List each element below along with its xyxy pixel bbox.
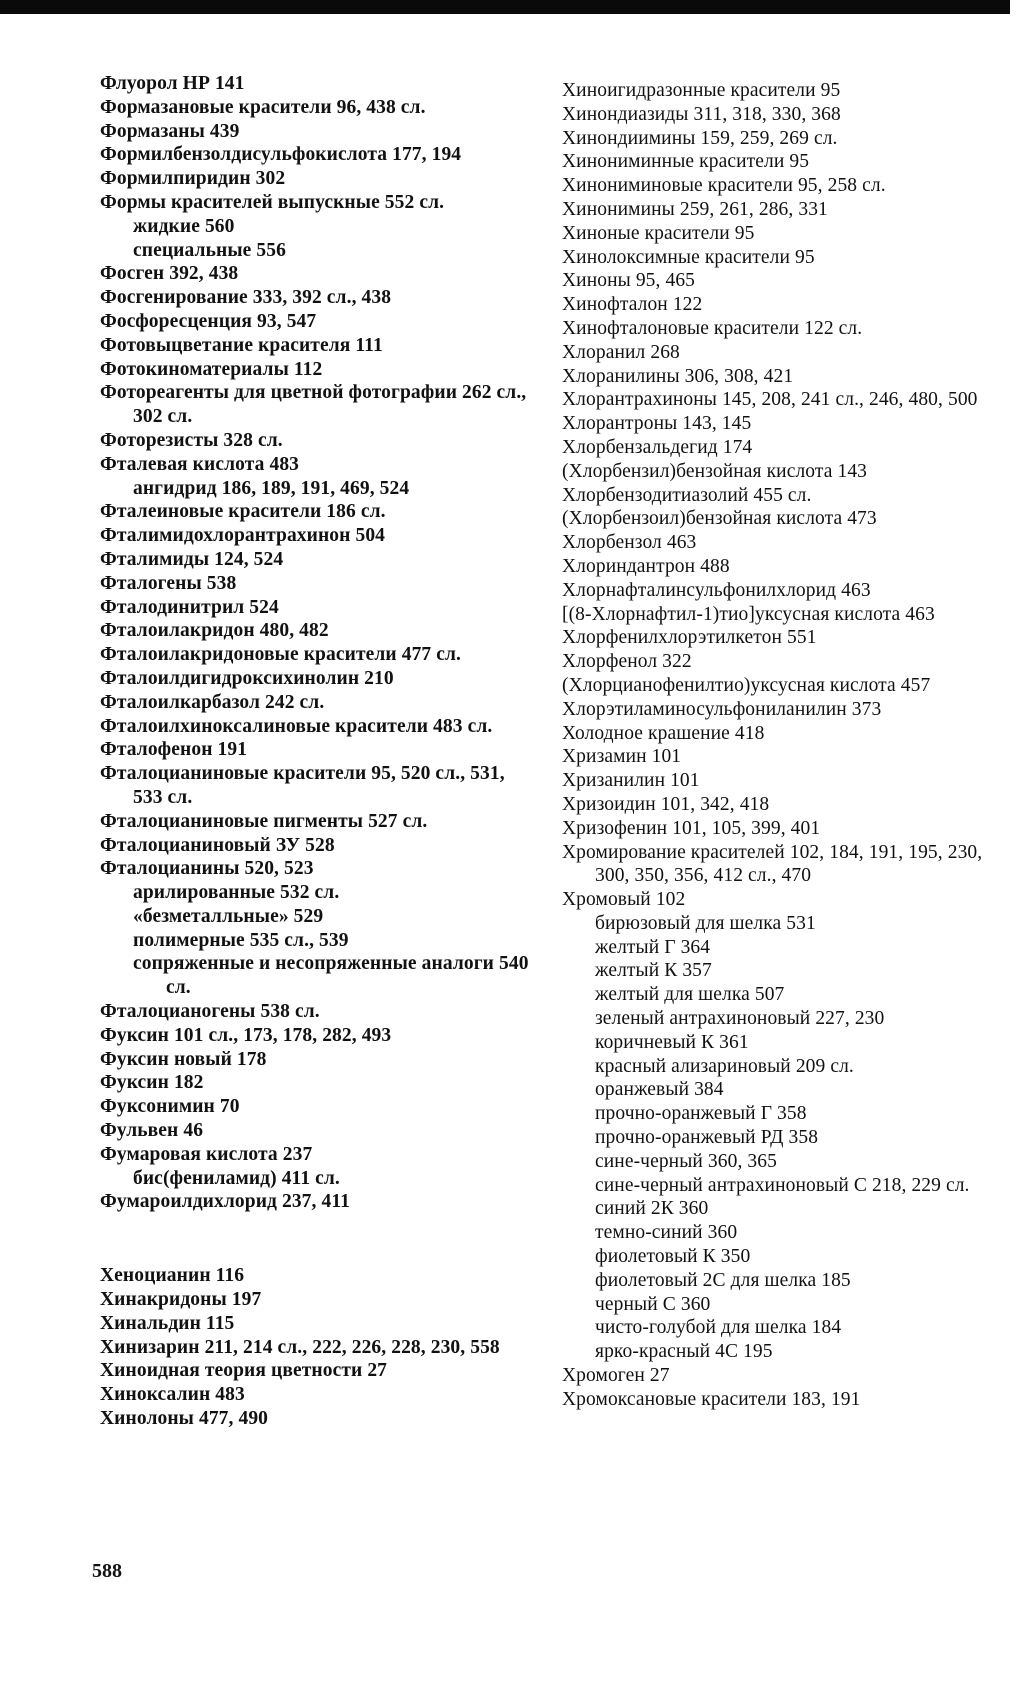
index-subentry: «безметалльные» 529 (133, 905, 324, 927)
index-entry: Хлорантрахиноны 145, 208, 241 сл., 246, 480, 500 (562, 389, 978, 411)
index-entry: Хинонимины 259, 261, 286, 331 (562, 198, 828, 220)
index-entry: Формилбензолдисульфокислота 177, 194 (100, 144, 462, 166)
index-entry: Хризамин 101 (562, 746, 682, 768)
index-entry: Фуксонимин 70 (100, 1096, 240, 1118)
left-column (100, 72, 530, 1431)
index-entry: Фумаровая кислота 237 (100, 1143, 313, 1165)
top-rule (0, 0, 1010, 14)
index-entry: Хромоген 27 (562, 1365, 670, 1387)
index-subentry: зеленый антрахиноновый 227, 230 (595, 1008, 885, 1030)
index-entry: Хризоидин 101, 342, 418 (562, 793, 770, 815)
index-entry: Хинизарин 211, 214 сл., 222, 226, 228, 230, 558 (100, 1336, 500, 1358)
index-entry: Фталоилдигидроксихинолин 210 (100, 667, 394, 689)
index-subentry: ангидрид 186, 189, 191, 469, 524 (133, 477, 410, 499)
index-entry: Хлорбензол 463 (562, 532, 697, 554)
index-entry: Хиноидная теория цветности 27 (100, 1360, 388, 1382)
index-entry: Фумароилдихлорид 237, 411 (100, 1191, 350, 1213)
index-subentry: темно-синий 360 (595, 1222, 738, 1244)
index-entry: Хлориндантрон 488 (562, 555, 730, 577)
index-entry: Хлорфенол 322 (562, 651, 692, 673)
index-entry: Хинофталон 122 (562, 294, 703, 316)
index-entry: Хлорэтиламиносульфониланилин 373 (562, 698, 882, 720)
index-entry: Фоторезисты 328 сл. (100, 429, 283, 451)
index-entry: Холодное крашение 418 (562, 722, 765, 744)
index-subentry: бис(фениламид) 411 сл. (133, 1167, 340, 1189)
index-entry: Фталеиновые красители 186 сл. (100, 501, 386, 523)
index-entry: Хризофенин 101, 105, 399, 401 (562, 817, 821, 839)
index-entry: Фталоцианиновые пигменты 527 сл. (100, 810, 428, 832)
index-entry: Хиноные красители 95 (562, 222, 755, 244)
index-entry: Фталоцианогены 538 сл. (100, 1001, 320, 1023)
index-subentry: оранжевый 384 (595, 1079, 724, 1101)
index-entry: Фосген 392, 438 (100, 263, 239, 285)
index-entry: Хлорнафталинсульфонилхлорид 463 (562, 579, 871, 601)
index-entry: Фталоилхиноксалиновые красители 483 сл. (100, 715, 493, 737)
index-entry: Хинакридоны 197 (100, 1289, 262, 1311)
index-entry: Хлорантроны 143, 145 (562, 413, 752, 435)
index-entry: Фталоцианиновый ЗУ 528 (100, 834, 335, 856)
index-entry: Хеноцианин 116 (100, 1265, 245, 1287)
index-entry: Формазановые красители 96, 438 сл. (100, 96, 426, 118)
index-subentry: арилированные 532 сл. (133, 882, 340, 904)
index-subentry: фиолетовый 2С для шелка 185 (595, 1269, 851, 1291)
index-entry: Фталоилкарбазол 242 сл. (100, 691, 325, 713)
index-entry: [(8-Хлорнафтил-1)тио]уксусная кислота 463 (562, 603, 935, 625)
index-entry: Хромоксановые красители 183, 191 (562, 1388, 861, 1410)
index-entry: Хромовый 102 (562, 889, 686, 911)
index-entry: Хлорфенилхлорэтилкетон 551 (562, 627, 817, 649)
index-entry: Фталоцианины 520, 523 (100, 858, 314, 880)
index-entry: Фталевая кислота 483 (100, 453, 300, 475)
index-entry: Хинондиимины 159, 259, 269 сл. (562, 127, 838, 149)
index-subentry: сине-черный 360, 365 (595, 1150, 777, 1172)
index-entry: Хиноксалин 483 (100, 1384, 245, 1406)
index-entry: Фуксин 101 сл., 173, 178, 282, 493 (100, 1024, 392, 1046)
index-section-kh-continued (562, 79, 992, 1412)
index-entry: Фуксин новый 178 (100, 1048, 267, 1070)
index-entry: Фотореагенты для цветной фотографии 262 сл., 302 сл. (100, 382, 527, 428)
index-entry: Фталофенон 191 (100, 739, 248, 761)
index-entry: Фталимиды 124, 524 (100, 548, 284, 570)
index-entry: Флуорол НР 141 (100, 73, 245, 94)
index-subentry: чисто-голубой для шелка 184 (595, 1317, 842, 1339)
index-entry: Хлоранил 268 (562, 341, 680, 363)
index-entry: Хинолоны 477, 490 (100, 1408, 269, 1430)
index-entry: Фотовыцветание красителя 111 (100, 334, 383, 356)
index-entry: Хинониминные красители 95 (562, 151, 810, 173)
index-entry: Хинальдин 115 (100, 1312, 235, 1334)
index-entry: (Хлорбензил)бензойная кислота 143 (562, 460, 868, 482)
index-subentry: бирюзовый для шелка 531 (595, 912, 816, 934)
page-number: 588 (92, 1560, 122, 1582)
index-entry: Фотокиноматериалы 112 (100, 358, 323, 380)
index-entry: Фосгенирование 333, 392 сл., 438 (100, 287, 392, 309)
index-subentry: полимерные 535 сл., 539 (133, 929, 349, 951)
index-entry: Хинондиазиды 311, 318, 330, 368 (562, 103, 841, 125)
index-entry: Фуксин 182 (100, 1072, 204, 1094)
index-entry: Формилпиридин 302 (100, 168, 286, 190)
index-entry: Фосфоресценция 93, 547 (100, 310, 317, 332)
index-entry: Фталоилакридон 480, 482 (100, 620, 329, 642)
index-section-f (100, 72, 530, 1214)
index-entry: Хлоранилины 306, 308, 421 (562, 365, 794, 387)
index-subentry: прочно-оранжевый РД 358 (595, 1127, 819, 1149)
index-entry: Фталимидохлорантрахинон 504 (100, 525, 386, 547)
index-entry: Хромирование красителей 102, 184, 191, 195, 230, 300, 350, 356, 412 сл., 470 (562, 841, 983, 887)
index-subentry: фиолетовый К 350 (595, 1246, 751, 1268)
index-subentry: желтый К 357 (595, 960, 712, 982)
index-subentry: коричневый К 361 (595, 1031, 749, 1053)
index-entry: Хиноны 95, 465 (562, 270, 696, 292)
index-subentry: сине-черный антрахиноновый С 218, 229 сл. (595, 1174, 970, 1196)
index-entry: Формазаны 439 (100, 120, 240, 142)
index-entry: Фталодинитрил 524 (100, 596, 279, 618)
index-subentry: желтый Г 364 (595, 936, 711, 958)
index-subentry: синий 2К 360 (595, 1198, 709, 1220)
index-entry: Хризанилин 101 (562, 770, 700, 792)
index-subentry: красный ализариновый 209 сл. (595, 1055, 854, 1077)
index-entry: Хлорбензальдегид 174 (562, 436, 753, 458)
index-subentry: жидкие 560 (133, 215, 235, 237)
index-subentry: сопряженные и несопряженные аналоги 540 сл. (133, 953, 529, 999)
index-entry: Хинониминовые красители 95, 258 сл. (562, 175, 886, 197)
index-section-kh (100, 1264, 530, 1431)
right-column (562, 79, 992, 1412)
index-subentry: специальные 556 (133, 239, 286, 261)
index-entry: Фталогены 538 (100, 572, 237, 594)
index-entry: Хиноигидразонные красители 95 (562, 80, 841, 101)
index-entry: Фульвен 46 (100, 1120, 204, 1142)
section-gap (100, 1214, 530, 1264)
index-subentry: желтый для шелка 507 (595, 984, 785, 1006)
index-entry: Хинолоксимные красители 95 (562, 246, 815, 268)
index-entry: Формы красителей выпускные 552 сл. (100, 191, 445, 213)
index-entry: Хлорбензодитиазолий 455 сл. (562, 484, 812, 506)
index-subentry: черный С 360 (595, 1293, 711, 1315)
index-entry: (Хлорцианофенилтио)уксусная кислота 457 (562, 674, 931, 696)
index-entry: Фталоилакридоновые красители 477 сл. (100, 644, 462, 666)
index-subentry: ярко-красный 4С 195 (595, 1341, 773, 1363)
index-subentry: прочно-оранжевый Г 358 (595, 1103, 807, 1125)
index-entry: Хинофталоновые красители 122 сл. (562, 317, 863, 339)
index-entry: Фталоцианиновые красители 95, 520 сл., 531, 533 сл. (100, 763, 505, 808)
index-entry: (Хлорбензоил)бензойная кислота 473 (562, 508, 877, 530)
